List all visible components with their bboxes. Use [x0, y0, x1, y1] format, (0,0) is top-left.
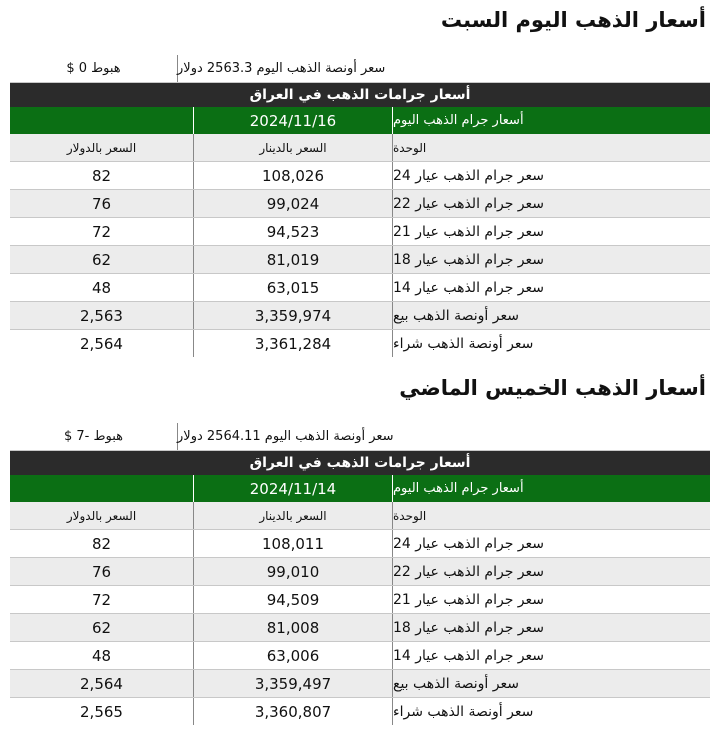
usd-value: 48 — [91, 646, 112, 665]
usd-value: 82 — [91, 166, 112, 185]
table-row — [10, 162, 710, 190]
iqd-value: 3,360,807 — [193, 698, 393, 725]
usd-value: 48 — [91, 278, 112, 297]
usd-value: 72 — [91, 590, 112, 609]
gold-price-table — [10, 423, 710, 725]
table-row — [10, 586, 710, 614]
usd-value: 2,564 — [80, 674, 123, 693]
table-title: أسعار جرامات الذهب في العراق — [249, 87, 471, 103]
table-row — [10, 302, 710, 330]
table-title: أسعار جرامات الذهب في العراق — [249, 455, 471, 471]
iqd-value: 63,006 — [193, 642, 393, 669]
section-title: أسعار الذهب اليوم السبت — [440, 8, 706, 32]
iqd-value: 94,523 — [193, 218, 393, 245]
table-row — [10, 530, 710, 558]
date-row — [10, 475, 710, 502]
usd-value: 2,564 — [80, 334, 123, 353]
iqd-value: 108,026 — [193, 162, 393, 189]
iqd-value: 3,359,974 — [193, 302, 393, 329]
usd-value: 82 — [91, 534, 112, 553]
table-row — [10, 246, 710, 274]
unit-label: سعر أونصة الذهب شراء — [393, 703, 534, 720]
table-title-row — [10, 451, 710, 475]
date: 2024/11/16 — [193, 107, 393, 134]
usd-value: 72 — [91, 222, 112, 241]
date-row-empty — [10, 107, 193, 134]
date-label: أسعار جرام الذهب اليوم — [393, 113, 524, 128]
header-unit: الوحدة — [393, 508, 427, 523]
unit-label: سعر جرام الذهب عيار 21 — [393, 223, 545, 240]
date-label: أسعار جرام الذهب اليوم — [393, 481, 524, 496]
price-change: هبوط 0 $ — [10, 55, 178, 82]
iqd-value: 3,359,497 — [193, 670, 393, 697]
unit-label: سعر جرام الذهب عيار 14 — [393, 647, 545, 664]
iqd-value: 81,008 — [193, 614, 393, 641]
unit-label: سعر أونصة الذهب بيع — [393, 675, 519, 692]
table-row — [10, 218, 710, 246]
unit-label: سعر جرام الذهب عيار 24 — [393, 535, 545, 552]
unit-label: سعر أونصة الذهب شراء — [393, 335, 534, 352]
section-title: أسعار الذهب الخميس الماضي — [399, 376, 706, 400]
table-row — [10, 330, 710, 357]
table-row — [10, 698, 710, 725]
iqd-value: 63,015 — [193, 274, 393, 301]
header-row — [10, 502, 710, 530]
header-iqd: السعر بالدينار — [193, 134, 393, 161]
header-unit: الوحدة — [393, 140, 427, 155]
unit-label: سعر جرام الذهب عيار 22 — [393, 195, 545, 212]
unit-label: سعر جرام الذهب عيار 14 — [393, 279, 545, 296]
iqd-value: 99,010 — [193, 558, 393, 585]
header-usd: السعر بالدولار — [66, 508, 137, 523]
table-title-row — [10, 83, 710, 107]
table-row — [10, 558, 710, 586]
usd-value: 76 — [91, 194, 112, 213]
table-row — [10, 642, 710, 670]
date-row — [10, 107, 710, 134]
iqd-value: 94,509 — [193, 586, 393, 613]
header-usd: السعر بالدولار — [66, 140, 137, 155]
usd-value: 62 — [91, 618, 112, 637]
usd-value: 2,563 — [80, 306, 123, 325]
date: 2024/11/14 — [193, 475, 393, 502]
ounce-info-row — [10, 55, 710, 83]
header-iqd: السعر بالدينار — [193, 502, 393, 529]
iqd-value: 99,024 — [193, 190, 393, 217]
usd-value: 62 — [91, 250, 112, 269]
ounce-price: سعر أونصة الذهب اليوم 2563.3 دولار — [177, 61, 386, 76]
ounce-info-row — [10, 423, 710, 451]
table-row — [10, 614, 710, 642]
iqd-value: 81,019 — [193, 246, 393, 273]
unit-label: سعر جرام الذهب عيار 18 — [393, 251, 545, 268]
unit-label: سعر جرام الذهب عيار 21 — [393, 591, 545, 608]
table-row — [10, 670, 710, 698]
table-row — [10, 274, 710, 302]
unit-label: سعر أونصة الذهب بيع — [393, 307, 519, 324]
header-row — [10, 134, 710, 162]
iqd-value: 108,011 — [193, 530, 393, 557]
unit-label: سعر جرام الذهب عيار 18 — [393, 619, 545, 636]
ounce-price: سعر أونصة الذهب اليوم 2564.11 دولار — [177, 429, 394, 444]
price-change: هبوط -7 $ — [10, 423, 178, 450]
table-row — [10, 190, 710, 218]
iqd-value: 3,361,284 — [193, 330, 393, 357]
usd-value: 2,565 — [80, 702, 123, 721]
unit-label: سعر جرام الذهب عيار 24 — [393, 167, 545, 184]
usd-value: 76 — [91, 562, 112, 581]
gold-price-table — [10, 55, 710, 357]
date-row-empty — [10, 475, 193, 502]
unit-label: سعر جرام الذهب عيار 22 — [393, 563, 545, 580]
